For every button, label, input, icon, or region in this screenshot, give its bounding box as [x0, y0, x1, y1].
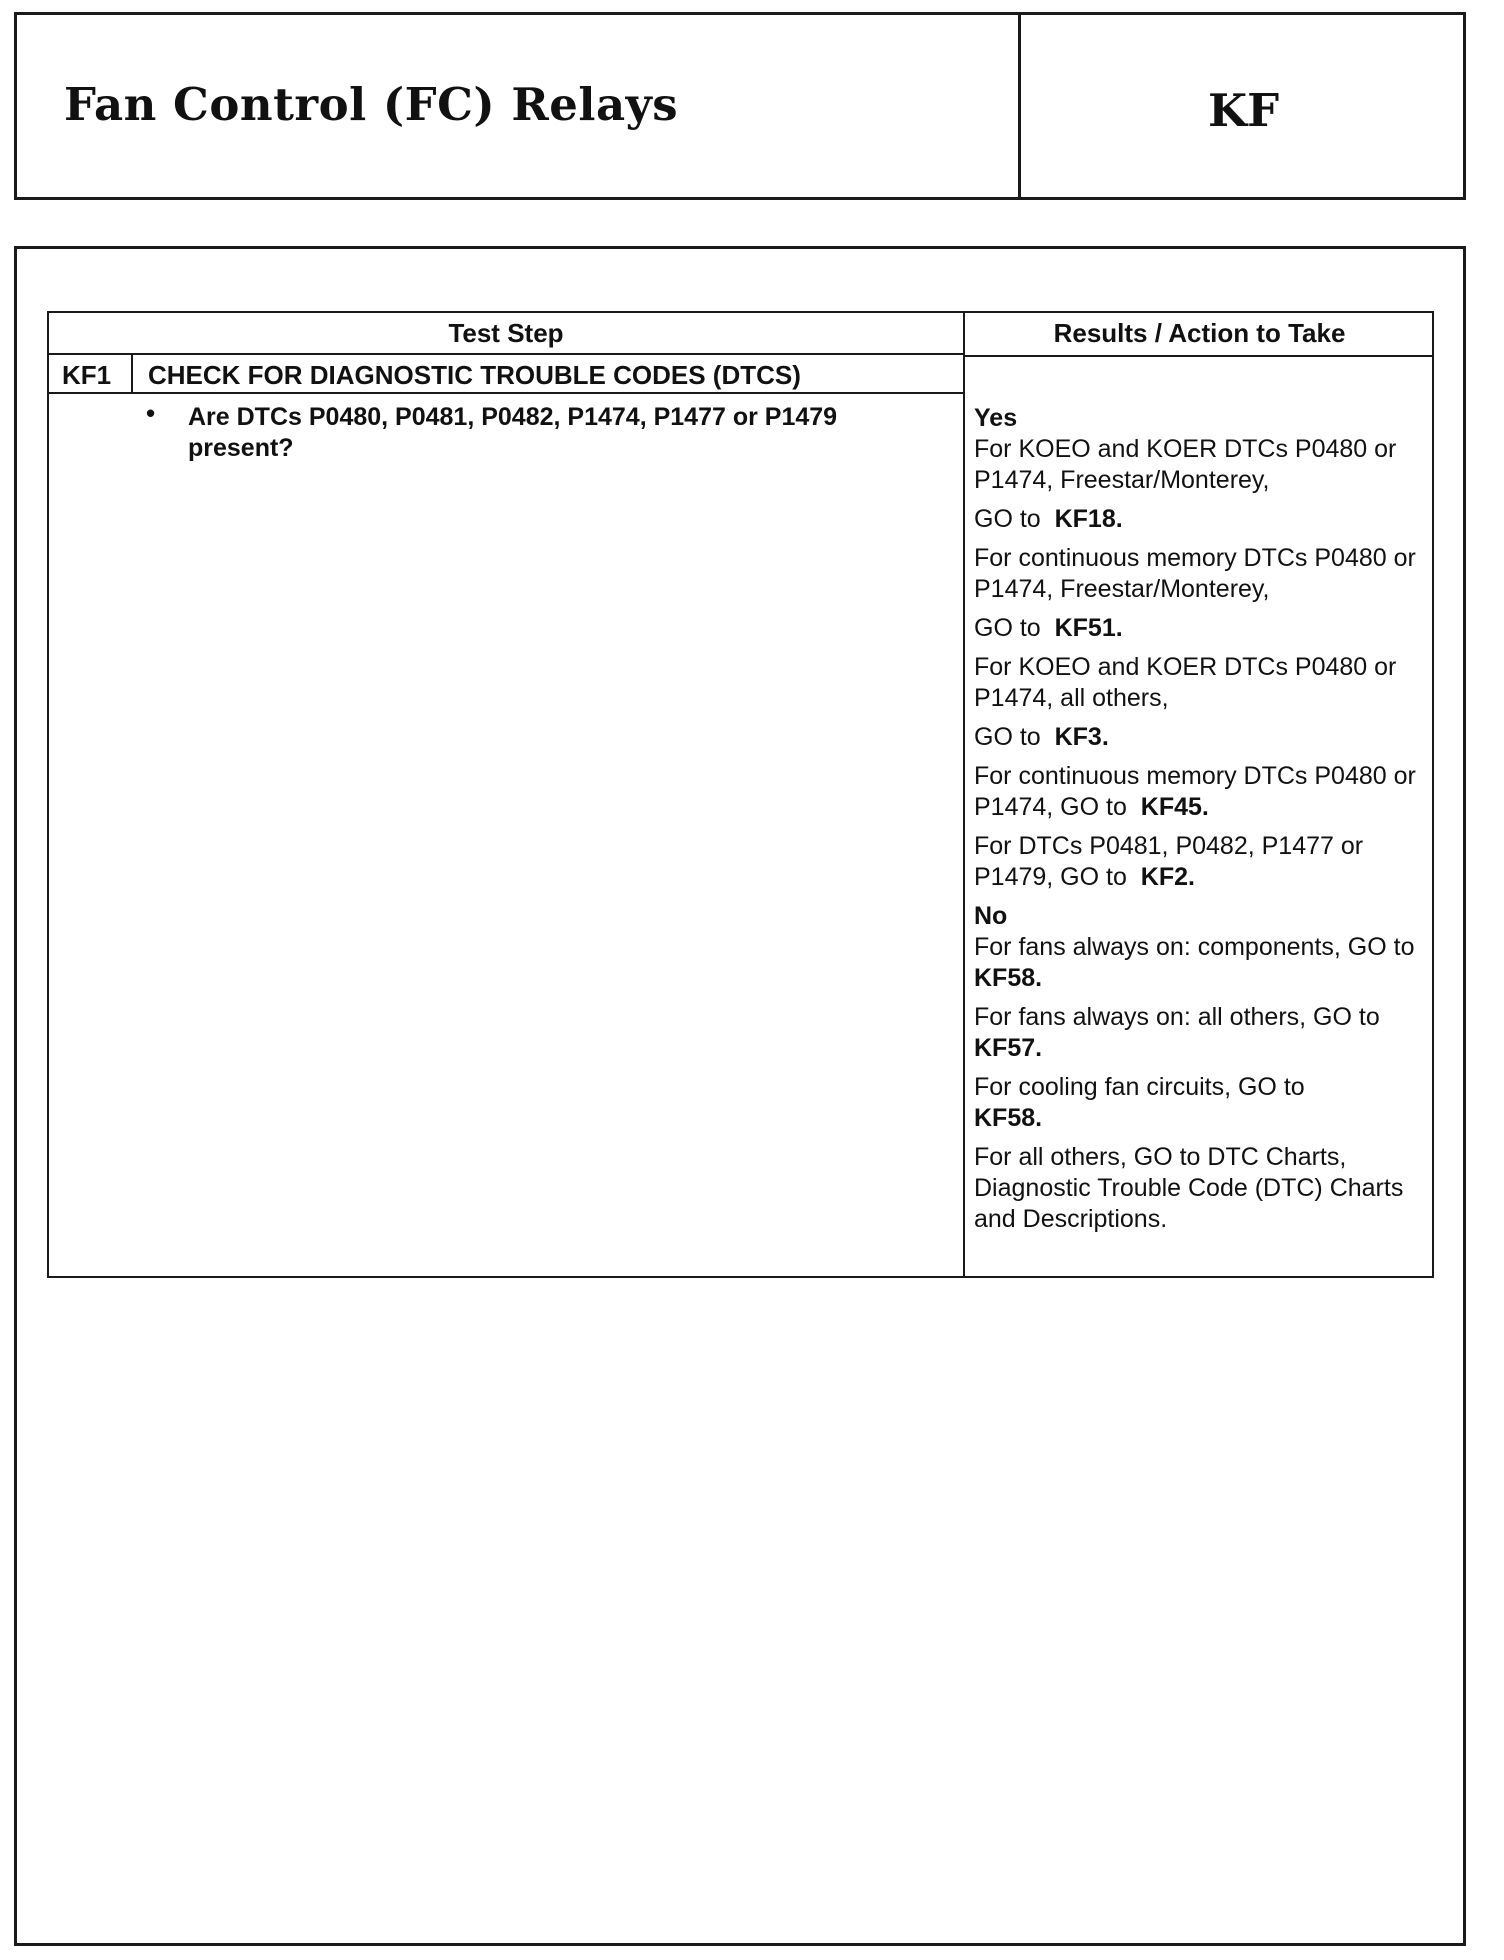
result-go: GO to [974, 614, 1041, 642]
result-text: For fans always on: all others, GO to [974, 1003, 1380, 1031]
column-header-test-step: Test Step [448, 318, 564, 348]
result-ref: KF51 [1054, 614, 1116, 642]
step-id: KF1 [62, 360, 112, 390]
result-end: . [1115, 614, 1123, 642]
result-text: For KOEO and KOER DTCs P0480 or P1474, Freestar/Monterey, [974, 435, 1397, 494]
result-end: . [1115, 505, 1123, 533]
result-end: . [1035, 1034, 1043, 1062]
page-title: Fan Control (FC) Relays [64, 78, 679, 131]
results-header-divider [963, 355, 1434, 357]
result-item [974, 932, 1434, 994]
result-ref: KF2 [1140, 863, 1189, 891]
result-go: GO to [974, 723, 1041, 751]
result-item [974, 1142, 1434, 1235]
column-divider [963, 311, 965, 1278]
result-item [974, 831, 1434, 893]
result-text: For DTCs P0481, P0482, P1477 or P1479, GO to [974, 832, 1364, 891]
result-text: For cooling fan circuits, GO to [974, 1073, 1305, 1101]
result-item [974, 1072, 1434, 1134]
result-end: . [1188, 863, 1195, 891]
result-end: . [1201, 793, 1209, 821]
result-text: For continuous memory DTCs P0480 or P1474, Freestar/Monterey, [974, 544, 1416, 603]
result-ref: KF58 [974, 1104, 1036, 1132]
result-text: For fans always on: components, GO to [974, 933, 1415, 961]
result-text: For all others, GO to DTC Charts, Diagnostic Trouble Code (DTC) Charts and Descriptions. [974, 1143, 1404, 1233]
no-label: No [974, 902, 1008, 930]
header-row-divider [47, 353, 965, 355]
result-ref: KF18 [1054, 505, 1116, 533]
result-end: . [1035, 964, 1043, 992]
column-header-results: Results / Action to Take [1053, 318, 1346, 348]
result-item [974, 434, 1434, 535]
result-item [974, 761, 1434, 823]
step-title: CHECK FOR DIAGNOSTIC TROUBLE CODES (DTCS) [148, 360, 801, 390]
results-column [974, 403, 1434, 1235]
step-question: Are DTCs P0480, P0481, P0482, P1474, P1477 or P1479 present? [188, 403, 838, 462]
result-end: . [1101, 723, 1109, 751]
result-item [974, 543, 1434, 644]
step-id-divider [131, 355, 133, 393]
result-item [974, 652, 1434, 753]
result-end: . [1035, 1104, 1043, 1132]
result-text: For continuous memory DTCs P0480 or P1474, GO to [974, 762, 1416, 821]
yes-label: Yes [974, 404, 1018, 432]
step-row-divider [47, 392, 965, 394]
result-text: For KOEO and KOER DTCs P0480 or P1474, all others, [974, 653, 1397, 712]
section-code: KF [1207, 84, 1280, 137]
bullet: • [146, 398, 156, 428]
result-go: GO to [974, 505, 1041, 533]
result-ref: KF45 [1140, 793, 1202, 821]
result-ref: KF57 [974, 1034, 1036, 1062]
result-ref: KF3 [1054, 723, 1102, 751]
result-ref: KF58 [974, 964, 1036, 992]
result-item [974, 1002, 1434, 1064]
